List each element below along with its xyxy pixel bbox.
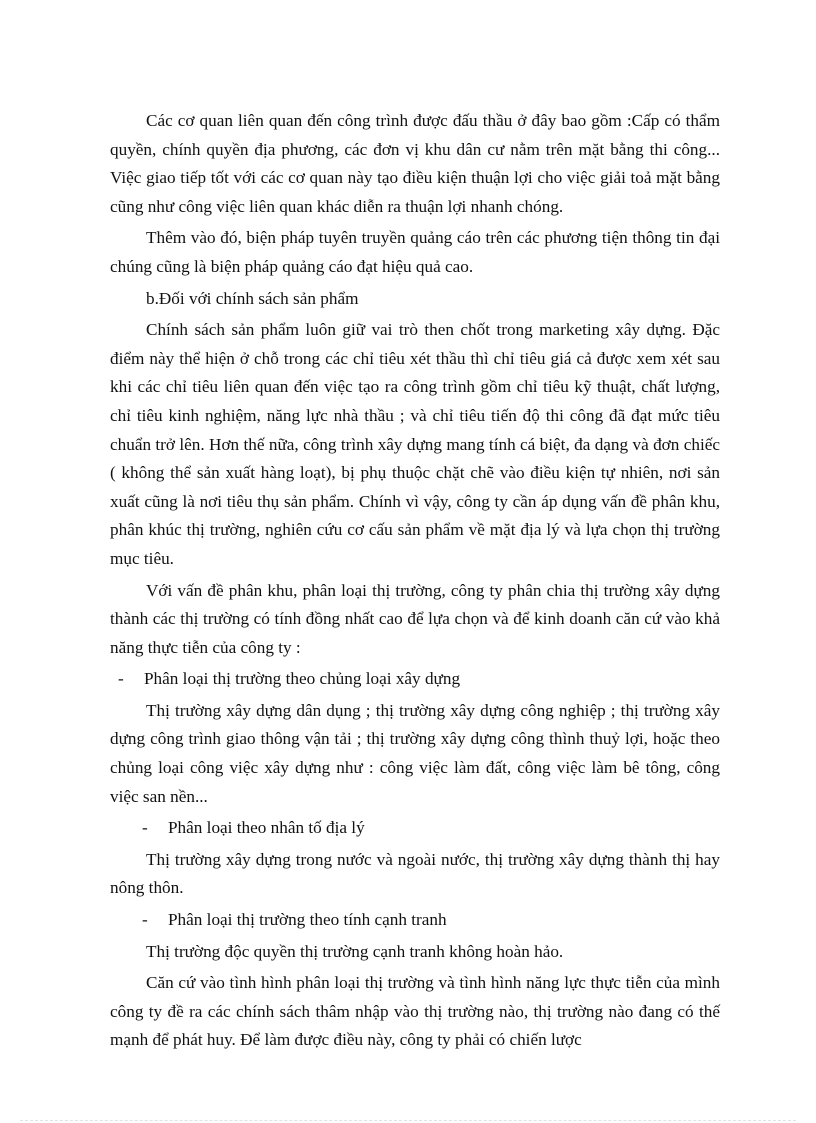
paragraph-domestic-foreign: Thị trường xây dựng trong nước và ngoài nước, thị trường xây dựng thành thị hay nông thôn. (110, 849, 720, 898)
bullet-item-competition (110, 906, 720, 935)
bullet-text: Phân loại theo nhân tố địa lý (168, 818, 365, 838)
paragraph-product-policy: Chính sách sản phẩm luôn giữ vai trò then chốt trong marketing xây dựng. Đặc điểm này thể hiện ở chỗ trong các chỉ tiêu xét thầu thì chỉ tiêu giá cả được xem xét sau khi các chỉ tiêu liên quan đến việc tạo ra công trình gồm chỉ tiêu kỹ thuật, chất lượng, chỉ tiêu kinh nghiệm, năng lực nhà thầu ; và chỉ tiêu tiến độ thi công đã đạt mức tiêu chuẩn trở lên. Hơn thế nữa, công trình xây dựng mang tính cá biệt, đa dạng và đơn chiếc ( không thể sản xuất hàng loạt), bị phụ thuộc chặt chẽ vào điều kiện tự nhiên, nơi sản xuất cũng là nơi tiêu thụ sản phẩm. Chính vì vậy, công ty cần áp dụng vấn đề phân khu, phân khúc thị trường, nghiên cứu cơ cấu sản phẩm về mặt địa lý và lựa chọn thị trường mục tiêu. (110, 320, 720, 568)
paragraph-strategy: Căn cứ vào tình hình phân loại thị trường và tình hình năng lực thực tiễn của mình công ty đề ra các chính sách thâm nhập vào thị trường nào, thị trường nào đang có thế mạnh để phát huy. Để làm được điều này, công ty phải có chiến lược (110, 973, 720, 1050)
paragraph-agencies: Các cơ quan liên quan đến công trình được đấu thầu ở đây bao gồm :Cấp có thẩm quyền, chính quyền địa phương, các đơn vị khu dân cư nằm trên mặt bằng thi công... Việc giao tiếp tốt với các cơ quan này tạo điều kiện thuận lợi cho việc giải toả mặt bằng cũng như công việc liên quan khác diễn ra thuận lợi nhanh chóng. (110, 111, 720, 216)
bullet-marker: - (142, 910, 148, 930)
bullet-item-geography (110, 814, 720, 843)
page-bottom-divider (20, 1120, 796, 1121)
document-page (110, 107, 720, 1055)
paragraph-media: Thêm vào đó, biện pháp tuyên truyền quảng cáo trên các phương tiện thông tin đại chúng cũng là biện pháp quảng cáo đạt hiệu quả cao. (110, 228, 720, 276)
bullet-marker: - (142, 818, 148, 838)
bullet-item-construction-type (110, 665, 720, 694)
bullet-text: Phân loại thị trường theo chủng loại xây dựng (144, 669, 461, 689)
paragraph-market-segmentation: Với vấn đề phân khu, phân loại thị trường, công ty phân chia thị trường xây dựng thành các thị trường có tính đồng nhất cao để lựa chọn và để kinh doanh căn cứ vào khả năng thực tiễn của công ty : (110, 580, 720, 657)
paragraph-market-types: Thị trường xây dựng dân dụng ; thị trường xây dựng công nghiệp ; thị trường xây dựng công trình giao thông vận tải ; thị trường xây dựng công thình thuỷ lợi, hoặc theo chủng loại công việc xây dựng như : công việc làm đất, công việc làm bê tông, công việc san nền... (110, 700, 720, 806)
section-heading-product-policy: b.Đối với chính sách sản phẩm (146, 288, 359, 308)
bullet-text: Phân loại thị trường theo tính cạnh tranh (168, 910, 447, 930)
bullet-marker: - (118, 669, 124, 689)
paragraph-monopoly: Thị trường độc quyền thị trường cạnh tranh không hoàn hảo. (146, 941, 564, 961)
